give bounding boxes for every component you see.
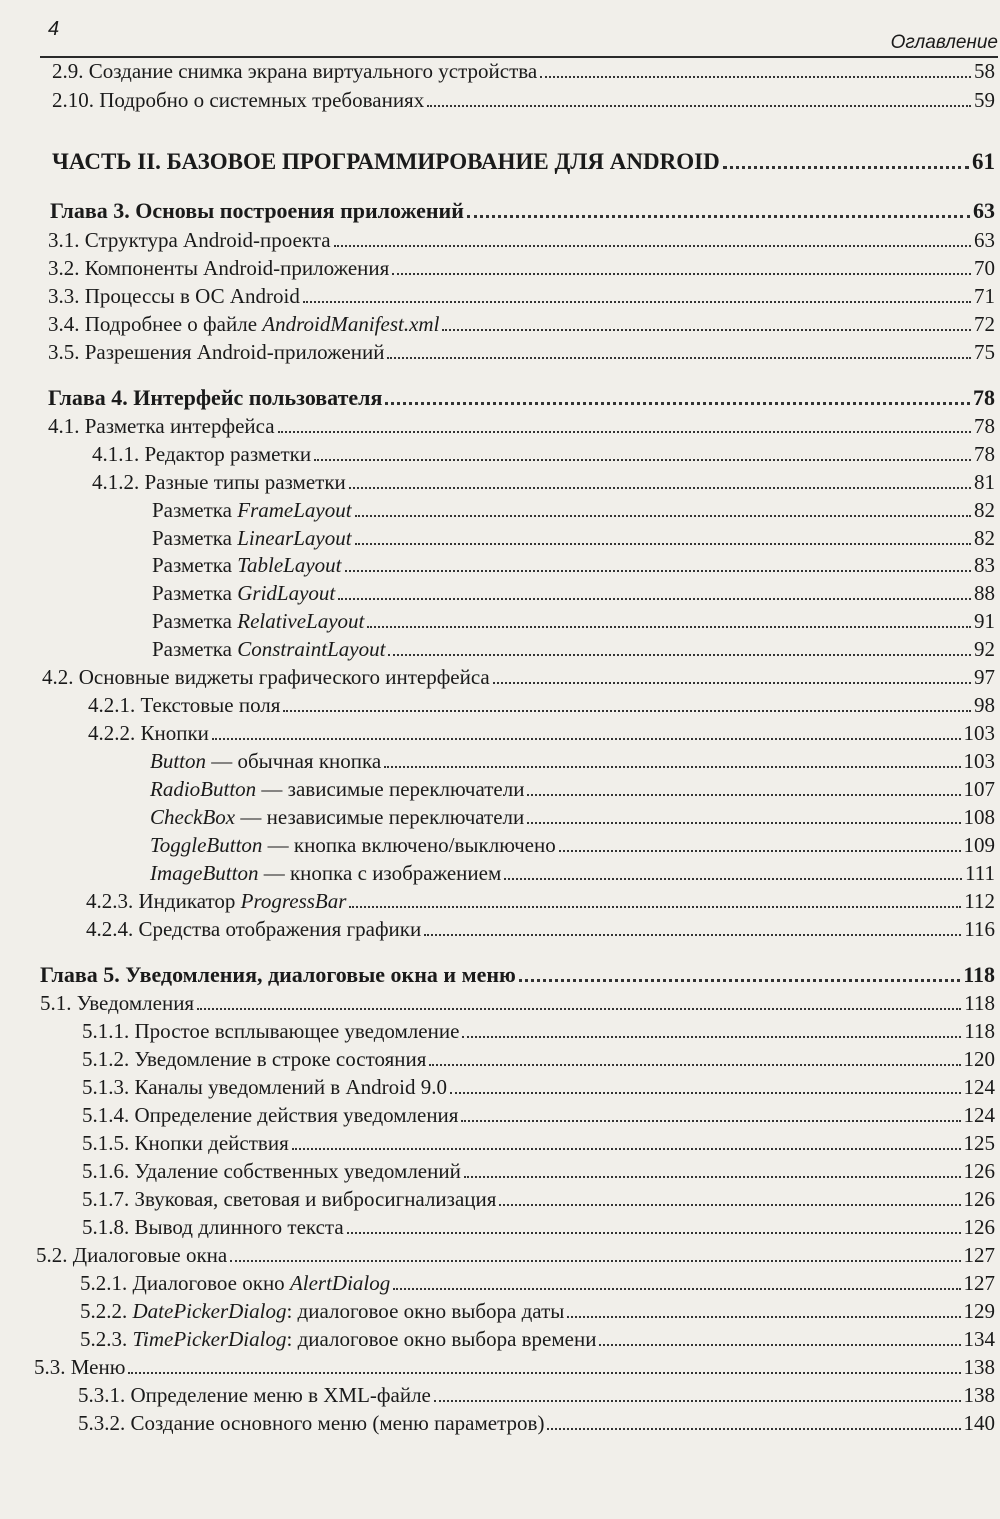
toc-page-number: 107 (963, 777, 995, 801)
toc-entry-title: 3.3. Процессы в ОС Android (48, 284, 300, 308)
toc-entry-sub2 (150, 771, 995, 801)
toc-entry-sub2 (150, 855, 995, 885)
toc-entry-title: 5.2. Диалоговые окна (36, 1243, 228, 1267)
dot-leader (197, 1008, 961, 1010)
toc-entry-sub2 (150, 799, 995, 829)
toc-entry-title: 4.2.4. Средства отображения графики (86, 917, 422, 941)
dot-leader (387, 357, 971, 359)
dot-leader (347, 1232, 961, 1234)
toc-page-number: 97 (974, 665, 995, 689)
dot-leader (393, 1288, 960, 1290)
toc-entry-title: 4.1. Разметка интерфейса (48, 414, 275, 438)
toc-entry-sec (48, 306, 995, 336)
toc-entry-title: RadioButton — зависимые переключатели (150, 777, 525, 801)
dot-leader (467, 215, 970, 218)
toc-entry-title: Разметка FrameLayout (152, 498, 352, 522)
toc-entry-sub (92, 436, 995, 466)
dot-leader (527, 822, 960, 824)
toc-entry-title: 5.1.8. Вывод длинного текста (82, 1215, 344, 1239)
toc-entry-chap (50, 193, 995, 223)
dot-leader (462, 1036, 961, 1038)
toc-entry-sub (82, 1153, 995, 1183)
toc-entry-title: 3.5. Разрешения Android-приложений (48, 340, 385, 364)
toc-entry-title: CheckBox — независимые переключатели (150, 805, 525, 829)
toc-entry-sub2 (152, 547, 995, 577)
toc-page-number: 92 (974, 637, 995, 661)
running-head: Оглавление (890, 32, 998, 53)
toc-page-number: 78 (974, 442, 995, 466)
toc-entry-sub2 (152, 520, 995, 550)
toc-entry-sub (80, 1265, 995, 1295)
toc-page-number: 82 (974, 498, 995, 522)
toc-entry-sub (78, 1377, 995, 1407)
toc-entry-title: 5.1.3. Каналы уведомлений в Android 9.0 (82, 1075, 447, 1099)
toc-page-number: 118 (964, 1019, 995, 1043)
toc-entry-sec (48, 250, 995, 280)
toc-entry-sec (52, 53, 995, 83)
toc-entry-title: 4.1.2. Разные типы разметки (92, 470, 346, 494)
toc-page-number: 98 (974, 693, 995, 717)
toc-page-number: 124 (963, 1103, 995, 1127)
toc-page-number: 118 (964, 991, 995, 1015)
toc-page-number: 88 (974, 581, 995, 605)
toc-entry-title: 5.1.1. Простое всплывающее уведомление (82, 1019, 460, 1043)
toc-entry-title: 4.2. Основные виджеты графического интерфейса (42, 665, 490, 689)
dot-leader (292, 1148, 961, 1150)
toc-entry-title: 4.2.3. Индикатор ProgressBar (86, 889, 347, 913)
dot-leader (499, 1204, 960, 1206)
toc-entry-sub (88, 715, 995, 745)
dot-leader (519, 979, 960, 982)
dot-leader (540, 76, 971, 78)
dot-leader (283, 710, 971, 712)
toc-entry-title: Разметка GridLayout (152, 581, 336, 605)
dot-leader (547, 1428, 960, 1430)
toc-entry-title: 3.2. Компоненты Android-приложения (48, 256, 390, 280)
toc-entry-sub (82, 1125, 995, 1155)
toc-entry-title: Разметка TableLayout (152, 553, 342, 577)
toc-page-number: 138 (963, 1383, 995, 1407)
toc-page-number: 108 (963, 805, 995, 829)
toc-entry-sub (88, 687, 995, 717)
toc-entry-title: Глава 4. Интерфейс пользователя (48, 385, 383, 410)
dot-leader (434, 1400, 961, 1402)
toc-entry-title: 4.2.2. Кнопки (88, 721, 209, 745)
toc-entry-sub2 (152, 631, 995, 661)
toc-entry-title: 5.1.4. Определение действия уведомления (82, 1103, 459, 1127)
toc-entry-sub (82, 1069, 995, 1099)
toc-entry-sec (48, 222, 995, 252)
toc-entry-title: 5.2.1. Диалоговое окно AlertDialog (80, 1271, 391, 1295)
toc-entry-title: Глава 5. Уведомления, диалоговые окна и меню (40, 962, 516, 987)
dot-leader (504, 878, 962, 880)
dot-leader (429, 1064, 960, 1066)
toc-entry-title: 5.1.7. Звуковая, световая и вибросигнализация (82, 1187, 497, 1211)
toc-entry-title: 5.1. Уведомления (40, 991, 195, 1015)
toc-entry-part (52, 140, 995, 174)
toc-entry-title: 5.1.6. Удаление собственных уведомлений (82, 1159, 461, 1183)
dot-leader (230, 1260, 960, 1262)
toc-entry-title: Разметка RelativeLayout (152, 609, 365, 633)
toc-entry-sub (82, 1209, 995, 1239)
dot-leader (567, 1316, 960, 1318)
dot-leader (427, 105, 971, 107)
toc-entry-sub (80, 1293, 995, 1323)
toc-entry-sub2 (152, 492, 995, 522)
toc-page-number: 63 (973, 198, 995, 223)
toc-entry-title: ToggleButton — кнопка включено/выключено (150, 833, 556, 857)
toc-entry-sec (48, 334, 995, 364)
toc-entry-title: 3.4. Подробнее о файле AndroidManifest.xml (48, 312, 440, 336)
toc-entry-title: ЧАСТЬ II. БАЗОВОЕ ПРОГРАММИРОВАНИЕ ДЛЯ ANDROID (52, 149, 720, 174)
toc-entry-sec (48, 278, 995, 308)
toc-entry-sub (80, 1321, 995, 1351)
toc-page-number: 127 (963, 1271, 995, 1295)
toc-page-number: 81 (974, 470, 995, 494)
toc-entry-title: Разметка LinearLayout (152, 526, 352, 550)
toc-page-number: 78 (973, 385, 995, 410)
dot-leader (334, 245, 971, 247)
toc-entry-title: ImageButton — кнопка с изображением (150, 861, 502, 885)
dot-leader (349, 906, 961, 908)
toc-entry-title: 5.3. Меню (34, 1355, 126, 1379)
dot-leader (442, 329, 971, 331)
toc-entry-sub (92, 464, 995, 494)
toc-page-number: 71 (974, 284, 995, 308)
dot-leader (128, 1372, 960, 1374)
toc-page-number: 134 (963, 1327, 995, 1351)
toc-entry-sub2 (150, 827, 995, 857)
toc-entry-sec (40, 985, 995, 1015)
toc-entry-chap (40, 957, 995, 987)
dot-leader (338, 598, 971, 600)
toc-page-number: 63 (974, 228, 995, 252)
dot-leader (450, 1092, 961, 1094)
toc-entry-title: Разметка ConstraintLayout (152, 637, 386, 661)
dot-leader (367, 626, 971, 628)
toc-entry-sec (34, 1349, 995, 1379)
dot-leader (493, 682, 971, 684)
dot-leader (355, 543, 971, 545)
toc-entry-title: 2.9. Создание снимка экрана виртуального устройства (52, 59, 538, 83)
toc-entry-sub (86, 883, 995, 913)
toc-page-number: 125 (963, 1131, 995, 1155)
toc-entry-sec (52, 82, 995, 112)
dot-leader (388, 654, 971, 656)
dot-leader (212, 738, 961, 740)
dot-leader (385, 402, 970, 405)
dot-leader (349, 487, 971, 489)
toc-page-number: 82 (974, 526, 995, 550)
toc-page-number: 138 (963, 1355, 995, 1379)
dot-leader (527, 794, 960, 796)
toc-page-number: 78 (974, 414, 995, 438)
toc-page-number: 75 (974, 340, 995, 364)
toc-page-number: 129 (963, 1299, 995, 1323)
toc-entry-sub (82, 1181, 995, 1211)
dot-leader (303, 301, 971, 303)
dot-leader (384, 766, 960, 768)
toc-entry-title: 5.1.5. Кнопки действия (82, 1131, 289, 1155)
toc-entry-title: Button — обычная кнопка (150, 749, 382, 773)
toc-entry-sec (42, 659, 995, 689)
toc-page-number: 103 (963, 749, 995, 773)
toc-entry-sec (48, 408, 995, 438)
toc-entry-title: 3.1. Структура Android-проекта (48, 228, 331, 252)
dot-leader (392, 273, 971, 275)
toc-page-number: 72 (974, 312, 995, 336)
toc-page-number: 126 (963, 1187, 995, 1211)
dot-leader (424, 934, 961, 936)
toc-entry-chap (48, 380, 995, 410)
toc-entry-sub (86, 911, 995, 941)
toc-entry-title: 5.3.1. Определение меню в XML-файле (78, 1383, 431, 1407)
toc-page-number: 127 (963, 1243, 995, 1267)
dot-leader (461, 1120, 960, 1122)
dot-leader (355, 515, 971, 517)
dot-leader (314, 459, 971, 461)
dot-leader (723, 166, 969, 169)
toc-page-number: 109 (963, 833, 995, 857)
toc-entry-sub (78, 1405, 995, 1435)
toc-page-number: 112 (964, 889, 995, 913)
toc-entry-title: 5.2.2. DatePickerDialog: диалоговое окно выбора даты (80, 1299, 565, 1323)
toc-entry-title: 4.1.1. Редактор разметки (92, 442, 312, 466)
toc-page-number: 91 (974, 609, 995, 633)
dot-leader (345, 570, 972, 572)
toc-page-number: 126 (963, 1215, 995, 1239)
dot-leader (278, 431, 971, 433)
toc-page-number: 61 (972, 149, 995, 174)
toc-entry-title: 4.2.1. Текстовые поля (88, 693, 281, 717)
toc-entry-title: 5.1.2. Уведомление в строке состояния (82, 1047, 427, 1071)
toc-page-number: 103 (963, 721, 995, 745)
toc-page-number: 111 (965, 861, 995, 885)
toc-entry-sub (82, 1041, 995, 1071)
toc-page-number: 124 (963, 1075, 995, 1099)
dot-leader (464, 1176, 961, 1178)
toc-entry-sub2 (152, 603, 995, 633)
toc-page-number: 70 (974, 256, 995, 280)
toc-page-number: 58 (974, 59, 995, 83)
page-number: 4 (48, 18, 60, 40)
toc-entry-title: 2.10. Подробно о системных требованиях (52, 88, 425, 112)
toc-entry-sec (36, 1237, 995, 1267)
toc-entry-sub (82, 1013, 995, 1043)
toc-page-number: 83 (974, 553, 995, 577)
toc-entry-sub2 (152, 575, 995, 605)
toc-entry-sub2 (150, 743, 995, 773)
dot-leader (599, 1344, 960, 1346)
toc-entry-title: 5.2.3. TimePickerDialog: диалоговое окно выбора времени (80, 1327, 597, 1351)
toc-entry-title: 5.3.2. Создание основного меню (меню параметров) (78, 1411, 545, 1435)
toc-page-number: 116 (964, 917, 995, 941)
toc-page-number: 118 (963, 962, 995, 987)
toc-entry-title: Глава 3. Основы построения приложений (50, 198, 464, 223)
toc-page-number: 59 (974, 88, 995, 112)
toc-page-number: 126 (963, 1159, 995, 1183)
toc-page-number: 140 (963, 1411, 995, 1435)
toc-page-number: 120 (963, 1047, 995, 1071)
dot-leader (559, 850, 961, 852)
toc-entry-sub (82, 1097, 995, 1127)
